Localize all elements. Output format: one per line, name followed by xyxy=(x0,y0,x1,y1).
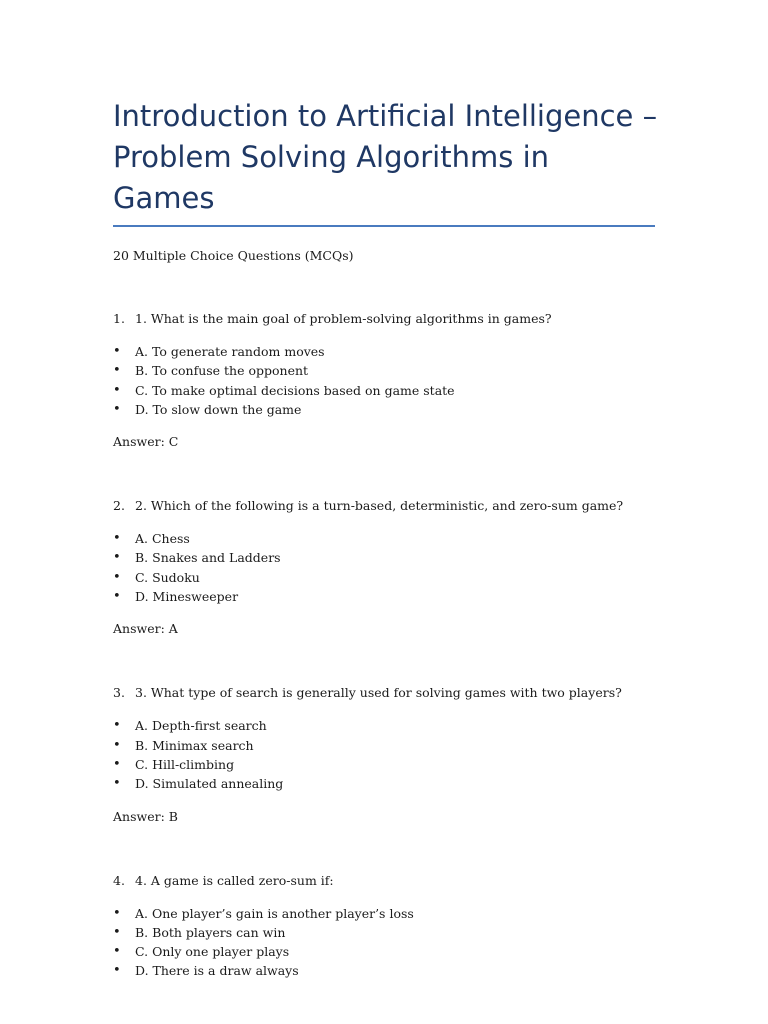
option-item xyxy=(113,400,658,419)
option-text: C. Sudoku xyxy=(135,569,200,585)
option-item xyxy=(113,755,658,774)
option-text: D. There is a draw always xyxy=(135,963,299,979)
question-block xyxy=(113,684,658,825)
document-page xyxy=(113,0,658,981)
option-text: B. To confuse the opponent xyxy=(135,363,309,379)
question xyxy=(113,497,658,515)
bullet-icon: • xyxy=(113,718,121,734)
bullet-icon: • xyxy=(113,905,121,921)
answer-text: Answer: A xyxy=(113,621,178,637)
bullet-icon: • xyxy=(113,550,121,566)
document-subtitle: 20 Multiple Choice Questions (MCQs) xyxy=(113,248,354,263)
option-text: C. Only one player plays xyxy=(135,944,290,960)
question-text: 3. What type of search is generally used for solving games with two players? xyxy=(135,685,622,701)
question-text: 2. Which of the following is a turn-based, deterministic, and zero-sum game? xyxy=(135,498,624,514)
question-number: 1. xyxy=(113,311,125,326)
bullet-icon: • xyxy=(113,531,121,547)
bullet-icon: • xyxy=(113,737,121,753)
title-underline xyxy=(113,225,655,227)
option-list xyxy=(113,904,658,981)
bullet-icon: • xyxy=(113,344,121,359)
option-item xyxy=(113,904,658,923)
option-item xyxy=(113,961,658,980)
option-text: A. One player’s gain is another player’s loss xyxy=(135,905,414,921)
option-text: A. To generate random moves xyxy=(135,344,325,359)
answer-text: Answer: C xyxy=(113,434,179,450)
bullet-icon: • xyxy=(113,776,121,792)
answer-text: Answer: B xyxy=(113,808,178,824)
option-list xyxy=(113,716,658,793)
bullet-icon: • xyxy=(113,382,121,398)
option-item xyxy=(113,587,658,606)
option-item xyxy=(113,342,658,361)
bullet-icon: • xyxy=(113,944,121,960)
option-item xyxy=(113,923,658,942)
option-item xyxy=(113,774,658,793)
bullet-icon: • xyxy=(113,569,121,585)
option-item xyxy=(113,716,658,735)
option-text: C. Hill-climbing xyxy=(135,756,235,772)
option-item xyxy=(113,361,658,380)
bullet-icon: • xyxy=(113,401,121,417)
document-title: Introduction to Artificial Intelligence – Problem Solving Algorithms in Games xyxy=(113,99,658,215)
question xyxy=(113,872,658,890)
option-item xyxy=(113,736,658,755)
bullet-icon: • xyxy=(113,756,121,772)
option-text: B. Both players can win xyxy=(135,924,286,940)
option-text: C. To make optimal decisions based on game state xyxy=(135,382,455,398)
option-text: A. Depth-first search xyxy=(135,718,267,734)
option-list xyxy=(113,529,658,606)
option-item xyxy=(113,942,658,961)
question-number: 4. xyxy=(113,872,125,888)
question-block xyxy=(113,872,658,981)
question-number: 2. xyxy=(113,498,125,514)
question-text: 1. What is the main goal of problem-solving algorithms in games? xyxy=(135,311,552,326)
question-number: 3. xyxy=(113,685,125,701)
option-list xyxy=(113,342,658,419)
option-text: A. Chess xyxy=(135,531,190,547)
option-item xyxy=(113,529,658,548)
question xyxy=(113,310,658,328)
question-block xyxy=(113,497,658,638)
option-text: D. To slow down the game xyxy=(135,401,302,417)
option-item xyxy=(113,548,658,567)
option-text: B. Snakes and Ladders xyxy=(135,550,281,566)
question-text: 4. A game is called zero-sum if: xyxy=(135,872,334,888)
question xyxy=(113,684,658,702)
bullet-icon: • xyxy=(113,924,121,940)
bullet-icon: • xyxy=(113,589,121,605)
option-item xyxy=(113,568,658,587)
option-text: D. Minesweeper xyxy=(135,589,239,605)
option-text: D. Simulated annealing xyxy=(135,776,284,792)
question-block xyxy=(113,310,658,451)
option-item xyxy=(113,381,658,400)
bullet-icon: • xyxy=(113,363,121,379)
bullet-icon: • xyxy=(113,963,121,979)
option-text: B. Minimax search xyxy=(135,737,254,753)
